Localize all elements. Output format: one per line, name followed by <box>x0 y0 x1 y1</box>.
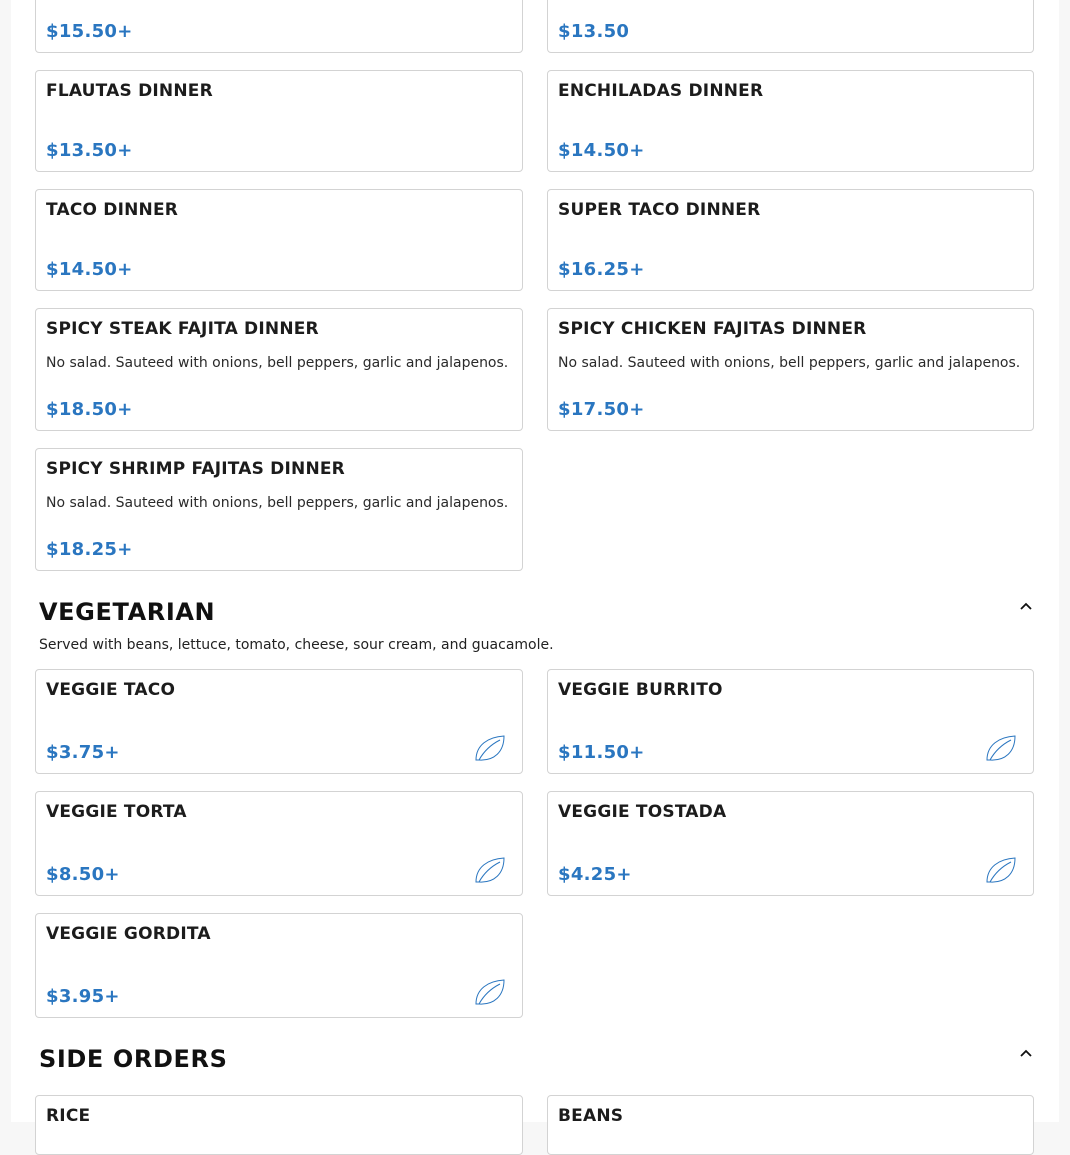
chevron-up-icon[interactable] <box>1019 1048 1033 1058</box>
menu-item-super-taco-dinner[interactable] <box>547 189 1034 291</box>
menu-item-veggie-tostada[interactable] <box>547 791 1034 896</box>
section-title-vegetarian: VEGETARIAN <box>39 598 216 626</box>
item-price: $13.50+ <box>46 140 133 161</box>
item-description: No salad. Sauteed with onions, bell peppers, garlic and jalapenos. <box>558 355 1021 371</box>
item-name: VEGGIE TOSTADA <box>558 802 727 822</box>
item-name: VEGGIE TACO <box>46 680 176 700</box>
section-subtitle: Served with beans, lettuce, tomato, cheese, sour cream, and guacamole. <box>39 637 554 653</box>
menu-item-enchiladas-dinner[interactable] <box>547 70 1034 172</box>
item-price: $15.50+ <box>46 21 133 42</box>
item-price: $18.50+ <box>46 399 133 420</box>
item-price: $17.50+ <box>558 399 645 420</box>
item-name: FLAUTAS DINNER <box>46 81 213 101</box>
menu-item-veggie-torta[interactable] <box>35 791 523 896</box>
menu-item-rice[interactable] <box>35 1095 523 1155</box>
menu-item-card[interactable] <box>35 0 523 53</box>
item-price: $18.25+ <box>46 539 133 560</box>
item-name: SPICY STEAK FAJITA DINNER <box>46 319 319 339</box>
item-price: $14.50+ <box>558 140 645 161</box>
leaf-icon <box>985 733 1017 763</box>
item-name: VEGGIE TORTA <box>46 802 187 822</box>
item-name: RICE <box>46 1106 91 1126</box>
leaf-icon <box>985 855 1017 885</box>
section-title-side-orders: SIDE ORDERS <box>39 1045 228 1073</box>
menu-item-spicy-chicken-fajitas-dinner[interactable] <box>547 308 1034 431</box>
leaf-icon <box>474 733 506 763</box>
item-description: No salad. Sauteed with onions, bell peppers, garlic and jalapenos. <box>46 355 509 371</box>
item-price: $14.50+ <box>46 259 133 280</box>
item-description: No salad. Sauteed with onions, bell peppers, garlic and jalapenos. <box>46 495 509 511</box>
item-price: $8.50+ <box>46 864 120 885</box>
menu-item-taco-dinner[interactable] <box>35 189 523 291</box>
menu-item-flautas-dinner[interactable] <box>35 70 523 172</box>
item-price: $4.25+ <box>558 864 632 885</box>
item-price: $16.25+ <box>558 259 645 280</box>
menu-item-card[interactable] <box>547 0 1034 53</box>
item-price: $11.50+ <box>558 742 645 763</box>
item-price: $13.50 <box>558 21 630 42</box>
leaf-icon <box>474 977 506 1007</box>
leaf-icon <box>474 855 506 885</box>
menu-item-beans[interactable] <box>547 1095 1034 1155</box>
item-name: VEGGIE GORDITA <box>46 924 211 944</box>
item-price: $3.95+ <box>46 986 120 1007</box>
item-name: SUPER TACO DINNER <box>558 200 761 220</box>
item-name: SPICY SHRIMP FAJITAS DINNER <box>46 459 345 479</box>
menu-item-veggie-gordita[interactable] <box>35 913 523 1018</box>
menu-page <box>11 0 1059 1126</box>
menu-item-spicy-steak-fajita-dinner[interactable] <box>35 308 523 431</box>
chevron-up-icon[interactable] <box>1019 601 1033 611</box>
item-name: BEANS <box>558 1106 624 1126</box>
item-name: SPICY CHICKEN FAJITAS DINNER <box>558 319 867 339</box>
menu-item-veggie-burrito[interactable] <box>547 669 1034 774</box>
item-name: ENCHILADAS DINNER <box>558 81 764 101</box>
item-name: VEGGIE BURRITO <box>558 680 723 700</box>
menu-item-spicy-shrimp-fajitas-dinner[interactable] <box>35 448 523 571</box>
menu-item-veggie-taco[interactable] <box>35 669 523 774</box>
item-price: $3.75+ <box>46 742 120 763</box>
item-name: TACO DINNER <box>46 200 179 220</box>
